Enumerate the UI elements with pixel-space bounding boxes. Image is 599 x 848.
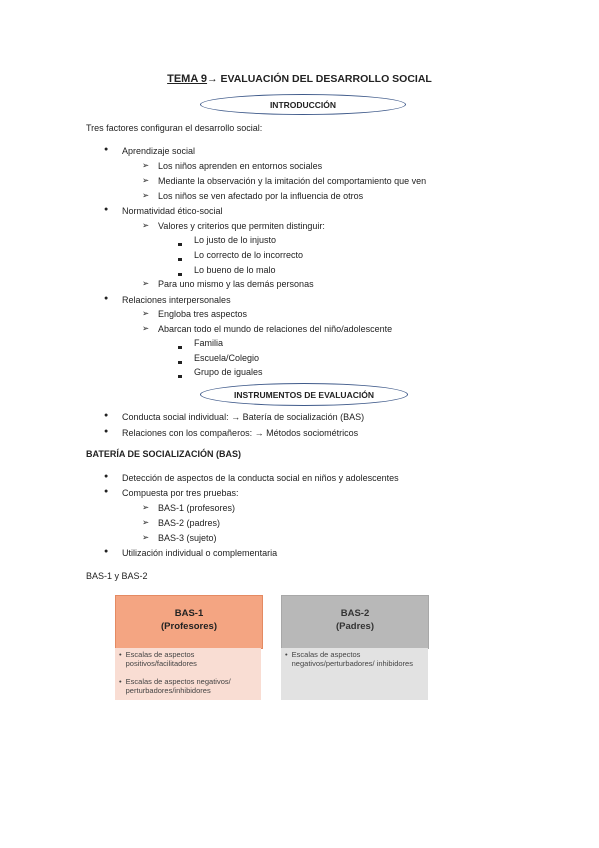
list-item: Abarcan todo el mundo de relaciones del niño/adolescente <box>158 324 393 334</box>
list-item: Conducta social individual: → Batería de socialización (BAS) <box>122 412 365 422</box>
arrow-bullet-icon: ➢ <box>142 517 150 527</box>
bas2-title <box>281 607 429 633</box>
bullet-icon: ● <box>104 206 109 213</box>
box-subtitle: (Profesores) <box>161 621 217 632</box>
bullet-icon: ● <box>104 488 109 495</box>
box-item: • Escalas de aspectos negativos/ perturbadores/inhibidores <box>119 677 259 695</box>
section-heading-bas: BATERÍA DE SOCIALIZACIÓN (BAS) <box>86 449 241 459</box>
box-subtitle: (Padres) <box>335 621 374 632</box>
intro-lead: Tres factores configuran el desarrollo social: <box>86 123 263 133</box>
arrow-bullet-icon: ➢ <box>142 502 150 512</box>
page-title <box>0 73 599 85</box>
heading-text: INTRODUCCIÓN <box>269 99 337 110</box>
list-item: Compuesta por tres pruebas: <box>122 488 239 498</box>
sub-item: Lo correcto de lo incorrecto <box>194 250 304 260</box>
sub-item: Grupo de iguales <box>194 367 263 377</box>
arrow-bullet-icon: ➢ <box>142 278 150 288</box>
box-item-text: Escalas de aspectos negativos/ perturbadores/inhibidores <box>125 677 231 695</box>
box-item: • Escalas de aspectos positivos/facilitadores <box>119 650 259 668</box>
sub-item: Lo bueno de lo malo <box>194 265 276 275</box>
list-item: Mediante la observación y la imitación del comportamiento que ven <box>158 176 427 186</box>
list-item: Utilización individual o complementaria <box>122 548 278 558</box>
factor-label: Relaciones interpersonales <box>122 295 231 305</box>
arrow-icon: → <box>207 73 218 85</box>
section-heading-introduccion <box>200 94 406 115</box>
square-bullet-icon <box>178 268 182 278</box>
arrow-bullet-icon: ➢ <box>142 323 150 333</box>
list-item: Los niños aprenden en entornos sociales <box>158 161 323 171</box>
bullet-icon: ● <box>104 428 109 435</box>
bullet-icon: ● <box>104 412 109 419</box>
list-item: BAS-3 (sujeto) <box>158 533 217 543</box>
bas1-items <box>119 650 259 695</box>
sub-item: Lo justo de lo injusto <box>194 235 277 245</box>
box-title: BAS-1 <box>174 608 204 619</box>
heading-text: INSTRUMENTOS DE EVALUACIÓN <box>234 389 374 400</box>
factor-label: Normatividad ético-social <box>122 206 223 216</box>
box-item-text: Escalas de aspectos positivos/facilitadores <box>125 650 197 668</box>
list-item: Los niños se ven afectado por la influencia de otros <box>158 191 364 201</box>
arrow-bullet-icon: ➢ <box>142 532 150 542</box>
box-item: • Escalas de aspectos negativos/perturbadores/ inhibidores <box>285 650 425 668</box>
arrow-bullet-icon: ➢ <box>142 160 150 170</box>
list-item: Detección de aspectos de la conducta social en niños y adolescentes <box>122 473 399 483</box>
bullet-icon: ● <box>104 146 109 153</box>
square-bullet-icon <box>178 238 182 248</box>
square-bullet-icon <box>178 356 182 366</box>
list-item: Relaciones con los compañeros: → Métodos sociométricos <box>122 428 359 438</box>
sub-item: Familia <box>194 338 224 348</box>
bas12-label: BAS-1 y BAS-2 <box>86 571 148 581</box>
list-item: Para uno mismo y las demás personas <box>158 279 314 289</box>
bullet-icon: ● <box>104 473 109 480</box>
list-item: Valores y criterios que permiten distinguir: <box>158 221 325 231</box>
title-text: EVALUACIÓN DEL DESARROLLO SOCIAL <box>217 73 432 85</box>
box-item-text: Escalas de aspectos negativos/perturbadores/ inhibidores <box>291 650 413 668</box>
square-bullet-icon <box>178 370 182 380</box>
bas2-items <box>285 650 425 668</box>
arrow-bullet-icon: ➢ <box>142 175 150 185</box>
section-heading-instrumentos <box>200 383 408 406</box>
bullet-icon: ● <box>104 548 109 555</box>
box-title: BAS-2 <box>340 608 370 619</box>
list-item: Engloba tres aspectos <box>158 309 248 319</box>
factor-label: Aprendizaje social <box>122 146 196 156</box>
bas1-title <box>115 607 263 633</box>
square-bullet-icon <box>178 341 182 351</box>
square-bullet-icon <box>178 253 182 263</box>
list-item: BAS-2 (padres) <box>158 518 221 528</box>
arrow-bullet-icon: ➢ <box>142 220 150 230</box>
list-item: BAS-1 (profesores) <box>158 503 236 513</box>
title-prefix: TEMA 9 <box>167 73 208 85</box>
sub-item: Escuela/Colegio <box>194 353 260 363</box>
arrow-bullet-icon: ➢ <box>142 308 150 318</box>
bullet-icon: ● <box>104 295 109 302</box>
arrow-bullet-icon: ➢ <box>142 190 150 200</box>
